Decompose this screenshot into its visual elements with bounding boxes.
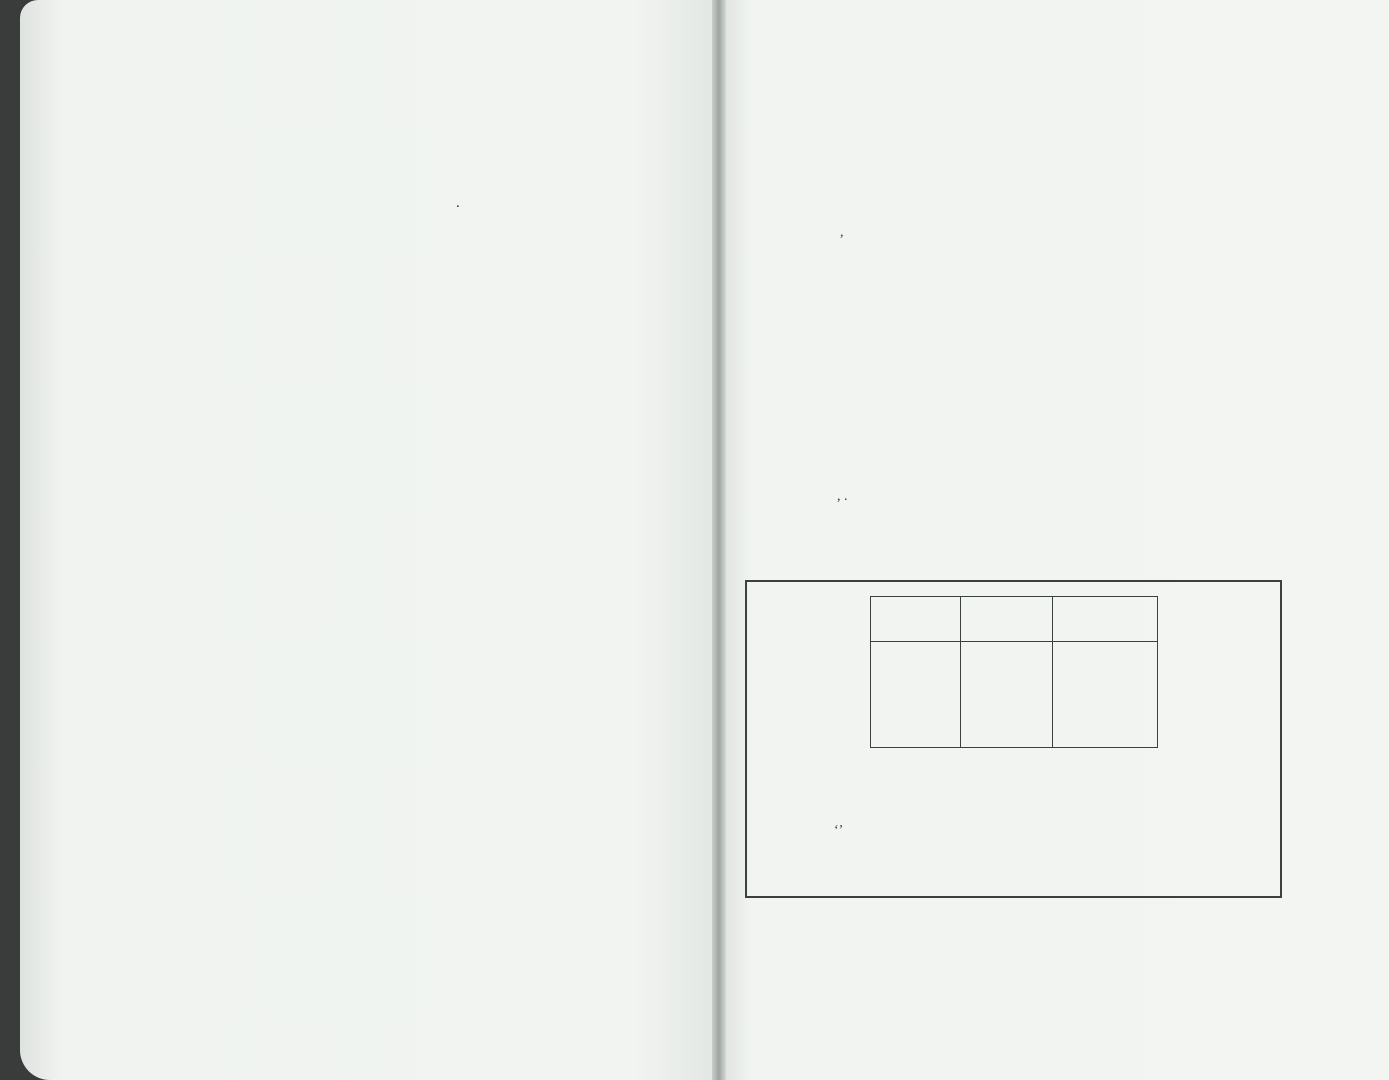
exercise-8-notice: , bbox=[840, 225, 844, 240]
left-page bbox=[20, 0, 720, 1080]
exercise-7-heading bbox=[158, 756, 164, 774]
exercise-8-heading bbox=[760, 201, 766, 219]
exercise-5-example-right: . bbox=[456, 195, 460, 211]
exercise-5-heading bbox=[130, 172, 136, 189]
exercise-7-example bbox=[247, 781, 253, 798]
exercise-6-heading bbox=[145, 538, 151, 556]
right-page bbox=[718, 0, 1389, 1080]
usage-item-1-line2: ‘’ bbox=[834, 823, 844, 838]
exercise-6-example bbox=[233, 564, 239, 581]
table-divider bbox=[960, 597, 961, 747]
verb-table bbox=[870, 596, 1158, 748]
table-header-rule bbox=[871, 641, 1157, 642]
table-divider bbox=[1052, 597, 1053, 747]
book-spine bbox=[712, 0, 726, 1080]
exercise-5-example bbox=[220, 198, 228, 215]
plural-notice: , . bbox=[837, 489, 848, 504]
usage-item-2 bbox=[812, 845, 820, 861]
usage-item-1 bbox=[812, 802, 820, 818]
